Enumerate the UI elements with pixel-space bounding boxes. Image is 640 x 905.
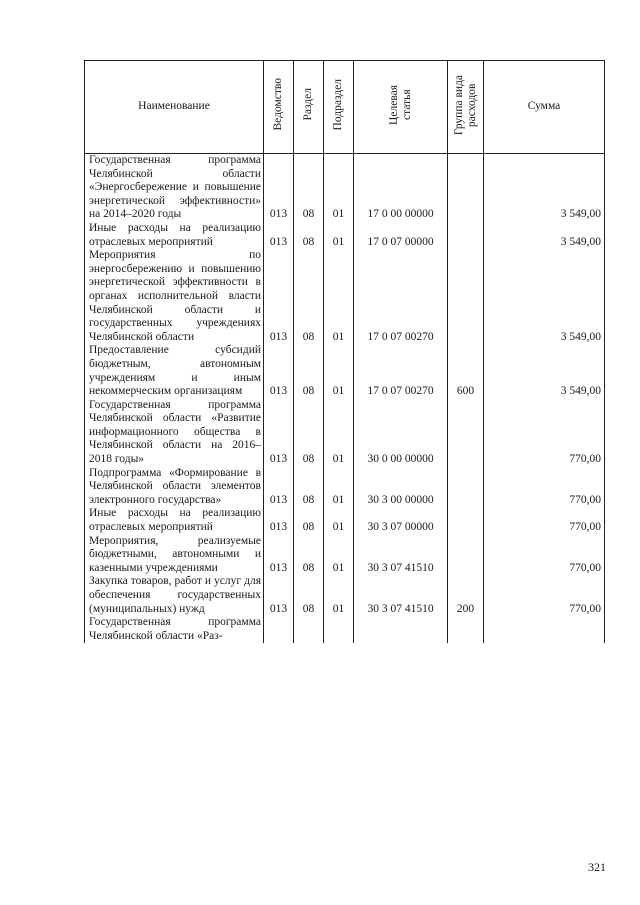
cell-department: 013 xyxy=(264,575,294,616)
cell-expense-group xyxy=(448,154,484,222)
cell-expense-group xyxy=(448,467,484,508)
cell-name: Подпрограмма «Формирование в Челябинской области элементов электронного государства» xyxy=(85,467,264,508)
cell-expense-group xyxy=(448,222,484,249)
table-row xyxy=(85,344,605,398)
table-row xyxy=(85,535,605,576)
cell-subsection: 01 xyxy=(324,222,354,249)
cell-subsection: 01 xyxy=(324,507,354,534)
cell-target-article: 30 0 00 00000 xyxy=(354,399,448,467)
cell-section xyxy=(294,616,324,643)
cell-department: 013 xyxy=(264,344,294,398)
table-row xyxy=(85,575,605,616)
cell-amount: 770,00 xyxy=(484,467,605,508)
table-body xyxy=(85,154,605,644)
cell-target-article: 17 0 07 00270 xyxy=(354,344,448,398)
cell-target-article: 17 0 00 00000 xyxy=(354,154,448,222)
cell-section: 08 xyxy=(294,344,324,398)
cell-section: 08 xyxy=(294,249,324,344)
cell-subsection: 01 xyxy=(324,535,354,576)
cell-name: Предоставление субсидий бюджетным, автономным учреждениям и иным некоммерческим организациям xyxy=(85,344,264,398)
cell-subsection: 01 xyxy=(324,467,354,508)
cell-expense-group xyxy=(448,507,484,534)
cell-target-article: 30 3 00 00000 xyxy=(354,467,448,508)
cell-amount: 770,00 xyxy=(484,535,605,576)
cell-amount: 770,00 xyxy=(484,575,605,616)
cell-subsection: 01 xyxy=(324,399,354,467)
cell-section: 08 xyxy=(294,507,324,534)
table-row xyxy=(85,222,605,249)
cell-name: Закупка товаров, работ и услуг для обеспечения государственных (муниципальных) нужд xyxy=(85,575,264,616)
cell-target-article: 30 3 07 41510 xyxy=(354,535,448,576)
cell-department: 013 xyxy=(264,249,294,344)
cell-department: 013 xyxy=(264,154,294,222)
cell-expense-group xyxy=(448,249,484,344)
table-row xyxy=(85,467,605,508)
cell-expense-group xyxy=(448,399,484,467)
cell-section: 08 xyxy=(294,535,324,576)
cell-name: Иные расходы на реализацию отраслевых мероприятий xyxy=(85,222,264,249)
cell-name: Государственная программа Челябинской области «Развитие информационного общества в Челябинской области на 2016–2018 годы» xyxy=(85,399,264,467)
cell-section: 08 xyxy=(294,575,324,616)
table-header-row xyxy=(85,61,605,154)
header-name: Наименование xyxy=(85,61,264,154)
cell-target-article: 17 0 07 00270 xyxy=(354,249,448,344)
cell-amount: 3 549,00 xyxy=(484,344,605,398)
page-number: 321 xyxy=(588,860,606,874)
cell-department: 013 xyxy=(264,467,294,508)
cell-section: 08 xyxy=(294,399,324,467)
cell-name: Мероприятия по энергосбережению и повышению энергетической эффективности в органах исполнительной власти Челябинской области и государственных учреждениях Челябинской области xyxy=(85,249,264,344)
cell-expense-group: 200 xyxy=(448,575,484,616)
cell-amount: 770,00 xyxy=(484,399,605,467)
table-row xyxy=(85,249,605,344)
cell-section: 08 xyxy=(294,467,324,508)
header-subsection: Подраздел xyxy=(324,61,354,154)
budget-table xyxy=(84,60,605,643)
cell-expense-group xyxy=(448,616,484,643)
header-section: Раздел xyxy=(294,61,324,154)
cell-amount: 770,00 xyxy=(484,507,605,534)
cell-subsection xyxy=(324,616,354,643)
cell-section: 08 xyxy=(294,154,324,222)
cell-name: Государственная программа Челябинской области «Энергосбережение и повышение энергетической эффективности» на 2014–2020 годы xyxy=(85,154,264,222)
cell-department: 013 xyxy=(264,535,294,576)
cell-target-article xyxy=(354,616,448,643)
table-row xyxy=(85,399,605,467)
cell-name: Государственная программа Челябинской области «Раз- xyxy=(85,616,264,643)
table-row xyxy=(85,616,605,643)
cell-amount: 3 549,00 xyxy=(484,154,605,222)
header-expense-group: Группа вида расходов xyxy=(448,61,484,154)
cell-subsection: 01 xyxy=(324,575,354,616)
cell-subsection: 01 xyxy=(324,249,354,344)
document-page xyxy=(84,60,604,643)
cell-target-article: 30 3 07 41510 xyxy=(354,575,448,616)
cell-subsection: 01 xyxy=(324,344,354,398)
cell-target-article: 30 3 07 00000 xyxy=(354,507,448,534)
cell-section: 08 xyxy=(294,222,324,249)
header-department: Ведомство xyxy=(264,61,294,154)
cell-department: 013 xyxy=(264,399,294,467)
header-target-article: Целевая статья xyxy=(354,61,448,154)
cell-expense-group xyxy=(448,535,484,576)
cell-subsection: 01 xyxy=(324,154,354,222)
header-amount: Сумма xyxy=(484,61,605,154)
cell-amount: 3 549,00 xyxy=(484,222,605,249)
cell-department: 013 xyxy=(264,507,294,534)
cell-amount: 3 549,00 xyxy=(484,249,605,344)
cell-amount xyxy=(484,616,605,643)
table-row xyxy=(85,507,605,534)
table-row xyxy=(85,154,605,222)
cell-expense-group: 600 xyxy=(448,344,484,398)
cell-department xyxy=(264,616,294,643)
cell-target-article: 17 0 07 00000 xyxy=(354,222,448,249)
cell-department: 013 xyxy=(264,222,294,249)
cell-name: Мероприятия, реализуемые бюджетными, автономными и казенными учреждениями xyxy=(85,535,264,576)
cell-name: Иные расходы на реализацию отраслевых мероприятий xyxy=(85,507,264,534)
